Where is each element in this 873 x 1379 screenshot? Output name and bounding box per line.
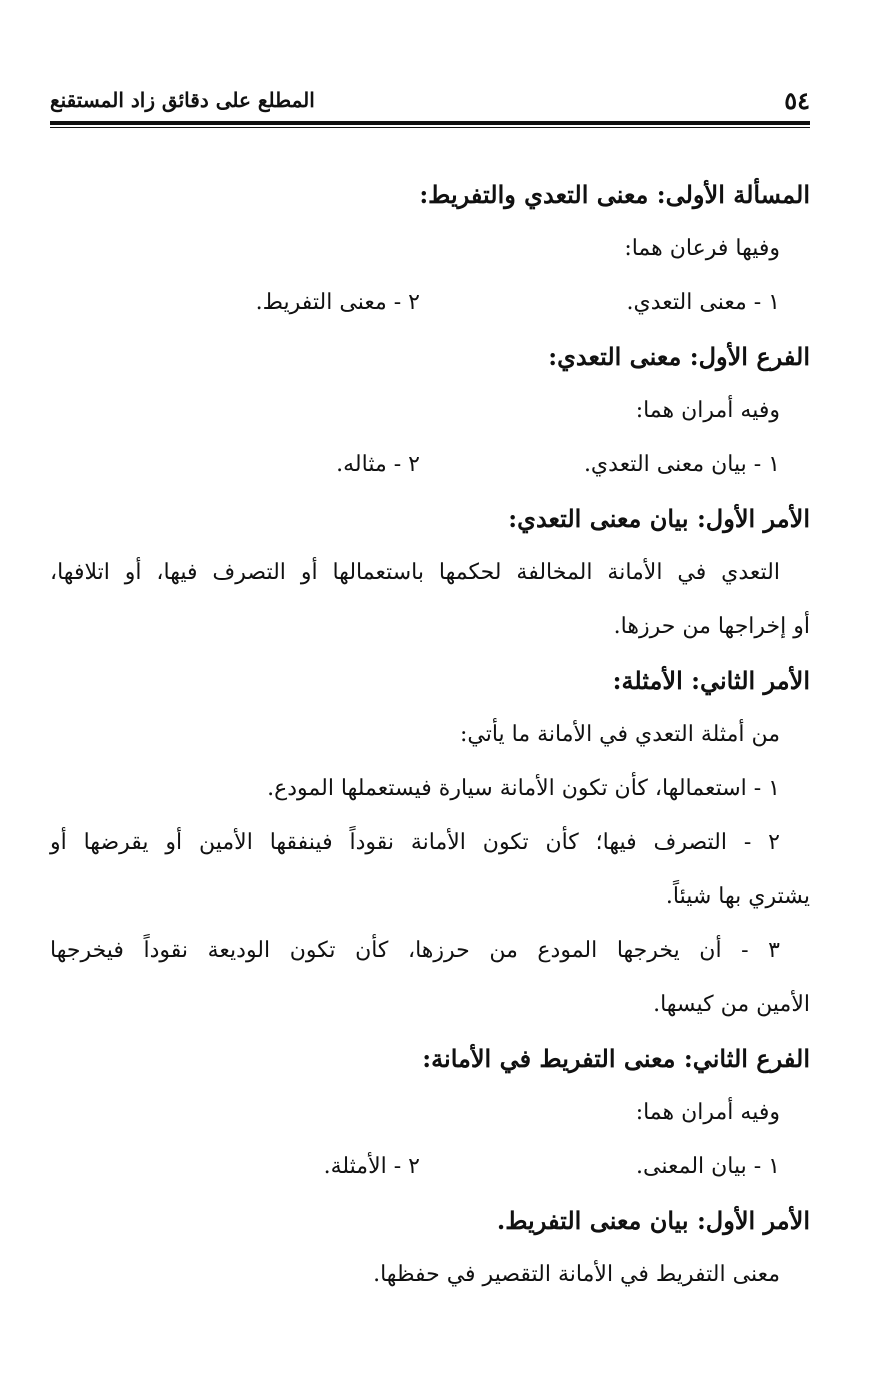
- running-header: [50, 86, 810, 114]
- list-item: ١ - بيان معنى التعدي.: [583, 452, 780, 477]
- paragraph-line: الأمين من كيسها.: [653, 992, 810, 1017]
- list-item: ١ - بيان المعنى.: [636, 1154, 780, 1179]
- page-body: [50, 168, 810, 1302]
- book-title: المطلع على دقائق زاد المستقنع: [50, 88, 315, 112]
- paragraph-line: معنى التفريط في الأمانة التقصير في حفظها.: [373, 1262, 780, 1287]
- page-number: ٥٤: [784, 86, 810, 115]
- paragraph-line: التعدي في الأمانة المخالفة لحكمها باستعمالها أو التصرف فيها، أو اتلافها،: [50, 560, 780, 585]
- subsection-heading: الفرع الثاني: معنى التفريط في الأمانة:: [422, 1044, 810, 1073]
- enumerated-row: [50, 276, 810, 330]
- enumerated-row: [50, 438, 810, 492]
- subsection-heading: الفرع الأول: معنى التعدي:: [548, 342, 810, 371]
- section-heading: المسألة الأولى: معنى التعدي والتفريط:: [419, 180, 810, 209]
- subsection-heading: الأمر الأول: بيان معنى التفريط.: [496, 1206, 810, 1235]
- paragraph-line: من أمثلة التعدي في الأمانة ما يأتي:: [459, 722, 780, 747]
- subsection-heading: الأمر الأول: بيان معنى التعدي:: [508, 504, 810, 533]
- list-item: ٢ - معنى التفريط.: [255, 290, 420, 315]
- paragraph-line: وفيها فرعان هما:: [624, 236, 780, 261]
- list-item: ٢ - مثاله.: [336, 452, 420, 477]
- paragraph-line: أو إخراجها من حرزها.: [613, 614, 810, 639]
- list-item: ٢ - التصرف فيها؛ كأن تكون الأمانة نقوداً فينفقها الأمين أو يقرضها أو: [50, 830, 780, 855]
- paragraph-line: وفيه أمران هما:: [635, 398, 780, 423]
- subsection-heading: الأمر الثاني: الأمثلة:: [612, 666, 810, 695]
- list-item: ٢ - الأمثلة.: [323, 1154, 420, 1179]
- enumerated-row: [50, 1140, 810, 1194]
- list-item: ١ - معنى التعدي.: [626, 290, 780, 315]
- header-rule-thick: [50, 121, 810, 125]
- list-item: ١ - استعمالها، كأن تكون الأمانة سيارة فيستعملها المودع.: [267, 776, 780, 801]
- header-rule-thin: [50, 127, 810, 128]
- paragraph-line: وفيه أمران هما:: [635, 1100, 780, 1125]
- list-item: ٣ - أن يخرجها المودع من حرزها، كأن تكون الوديعة نقوداً فيخرجها: [50, 938, 780, 963]
- paragraph-line: يشتري بها شيئاً.: [665, 884, 810, 909]
